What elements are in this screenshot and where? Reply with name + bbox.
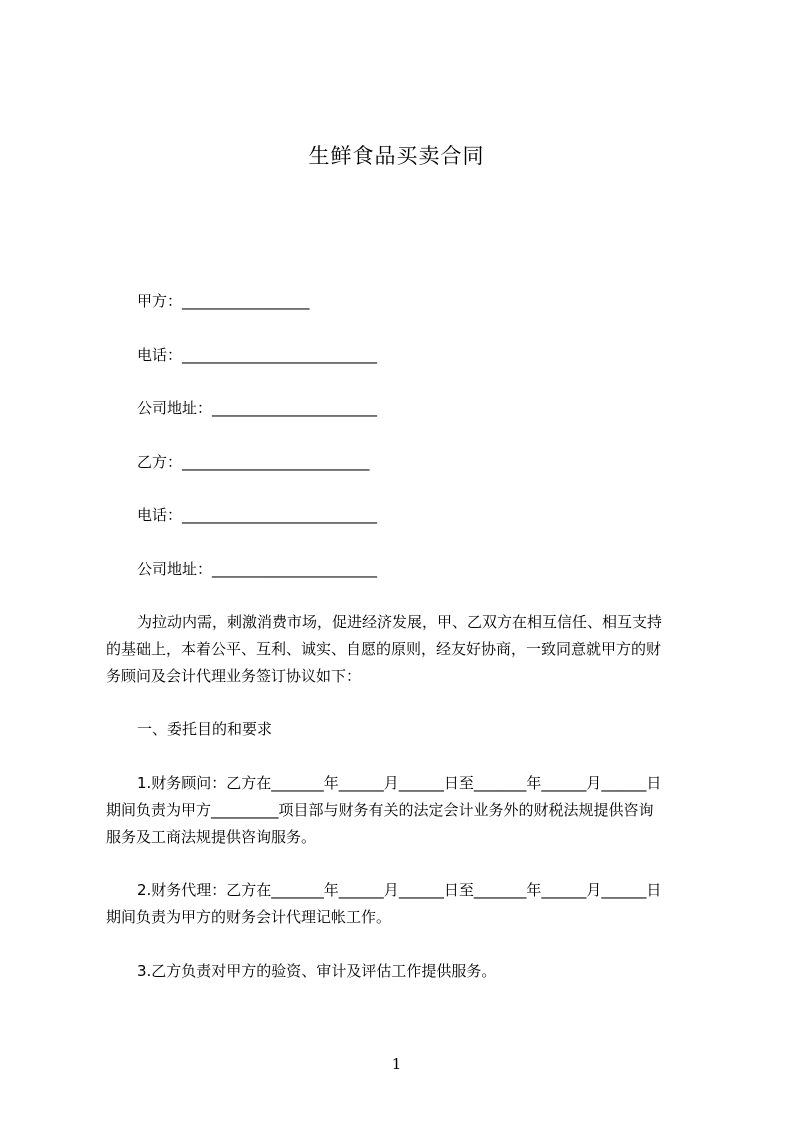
section-heading: 一、委托目的和要求 — [137, 720, 273, 738]
intro-line: 为拉动内需，刺激消费市场，促进经济发展，甲、乙双方在相互信任、相互支持 — [137, 613, 663, 631]
phone-a-line: 电话：__________________________ — [137, 346, 378, 364]
page-number: 1 — [391, 1055, 402, 1073]
address-a-line: 公司地址：______________________ — [137, 399, 378, 417]
clause-line: 期间负责为甲方_________项目部与财务有关的法定会计业务外的财税法规提供咨询 — [106, 801, 654, 819]
address-b-line: 公司地址：______________________ — [137, 560, 378, 578]
phone-b-line: 电话：__________________________ — [137, 506, 378, 524]
intro-line: 的基础上，本着公平、互利、诚实、自愿的原则，经友好协商，一致同意就甲方的财 — [106, 640, 662, 658]
clause-line: 服务及工商法规提供咨询服务。 — [106, 828, 317, 846]
clause-line: 期间负责为甲方的财务会计代理记帐工作。 — [106, 908, 392, 926]
clause-line: 1.财务顾问：乙方在_______年______月______日至_______年______月______日 — [137, 774, 662, 792]
party-b-line: 乙方：_________________________ — [137, 453, 370, 471]
intro-line: 务顾问及会计代理业务签订协议如下： — [106, 667, 362, 685]
clause-line: 3.乙方负责对甲方的验资、审计及评估工作提供服务。 — [137, 962, 497, 980]
party-a-line: 甲方：_________________ — [137, 292, 310, 310]
clause-line: 2.财务代理：乙方在_______年______月______日至_______年______月______日 — [137, 881, 662, 899]
page-title: 生鲜食品买卖合同 — [308, 144, 485, 168]
